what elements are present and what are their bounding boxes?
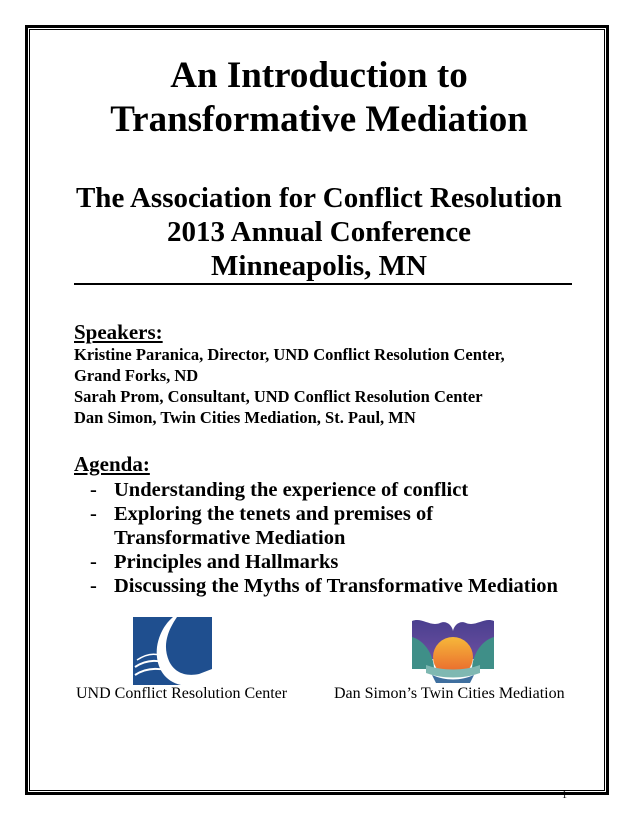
title-line-1: An Introduction to (170, 55, 468, 96)
agenda-item-text: Transformative Mediation (114, 527, 346, 549)
bullet-dash: - (90, 551, 97, 573)
conference-year: 2013 Annual Conference (167, 216, 471, 248)
und-logo-icon (133, 617, 212, 685)
conference-name: The Association for Conflict Resolution (75, 182, 563, 214)
title-line-2: Transformative Mediation (110, 99, 528, 140)
agenda-item-4 (74, 574, 604, 598)
twin-cities-logo-caption: Dan Simon’s Twin Cities Mediation (334, 685, 565, 702)
bullet-dash: - (90, 503, 97, 525)
page-number: 1 (562, 790, 567, 801)
document-title (28, 54, 610, 142)
conference-location: Minneapolis, MN (211, 250, 427, 282)
und-logo-caption: UND Conflict Resolution Center (76, 685, 288, 702)
agenda-item-text: Discussing the Myths of Transformative Mediation (114, 575, 558, 597)
bullet-dash: - (90, 575, 97, 597)
bullet-dash: - (90, 479, 97, 501)
speakers-section (74, 320, 604, 428)
speaker-line-4: Dan Simon, Twin Cities Mediation, St. Paul, MN (74, 408, 416, 427)
horizontal-divider (74, 283, 572, 285)
agenda-item-text: Exploring the tenets and premises of (114, 503, 434, 525)
conference-info (28, 181, 610, 283)
agenda-list (74, 478, 604, 598)
agenda-item-2 (74, 502, 604, 526)
speaker-line-3: Sarah Prom, Consultant, UND Conflict Resolution Center (74, 387, 483, 406)
agenda-heading: Agenda: (74, 452, 150, 476)
agenda-item-2-continued (74, 526, 604, 550)
agenda-item-text: Understanding the experience of conflict (114, 479, 469, 501)
speaker-line-2: Grand Forks, ND (74, 366, 199, 385)
speakers-heading: Speakers: (74, 320, 163, 344)
agenda-item-3 (74, 550, 604, 574)
agenda-item-text: Principles and Hallmarks (114, 551, 339, 573)
agenda-item-1 (74, 478, 604, 502)
twin-cities-mediation-logo-icon (412, 617, 494, 683)
speaker-line-1: Kristine Paranica, Director, UND Conflict Resolution Center, (74, 345, 505, 364)
agenda-section (74, 452, 604, 598)
